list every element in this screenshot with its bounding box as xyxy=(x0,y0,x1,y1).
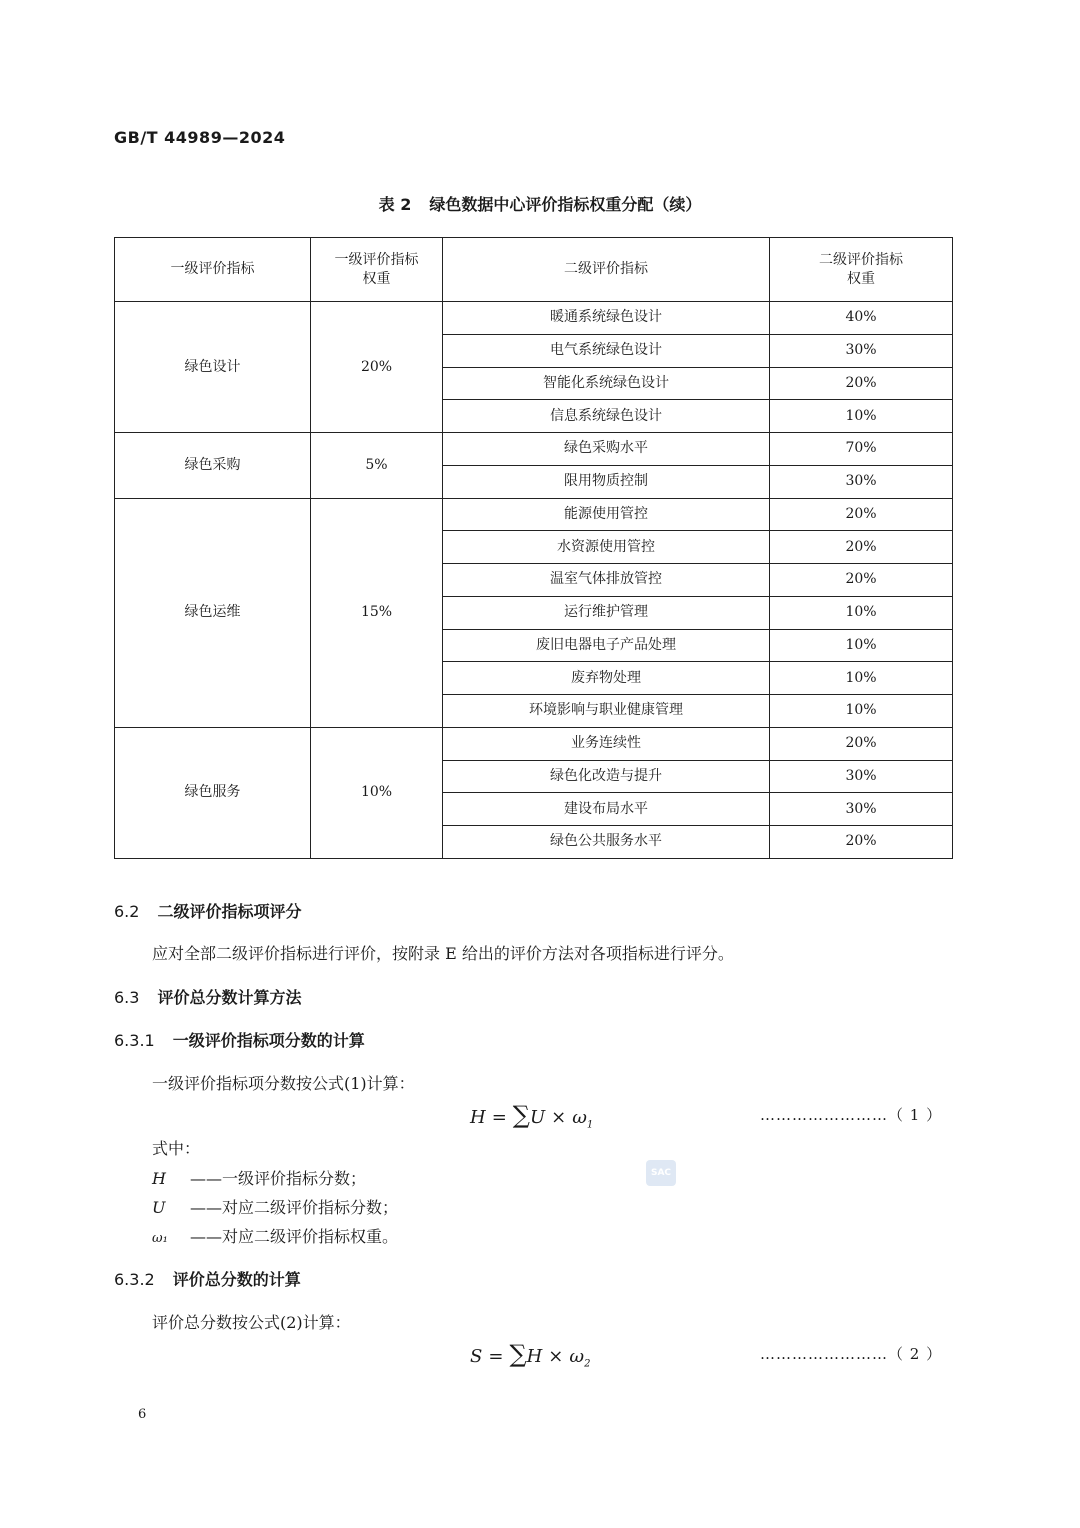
table-row xyxy=(115,727,953,760)
level2-indicator-cell: 绿色采购水平 xyxy=(443,433,770,466)
level2-weight-cell: 20% xyxy=(770,564,953,597)
equation-number-1: ……………………（ 1 ） xyxy=(760,1106,943,1124)
level2-weight-cell: 20% xyxy=(770,826,953,859)
section-title: 评价总分数的计算 xyxy=(172,1270,301,1289)
section-number: 6.2 xyxy=(114,902,140,921)
variable-definition: U ——对应二级评价指标分数； xyxy=(152,1198,399,1217)
level2-indicator-cell: 电气系统绿色设计 xyxy=(443,334,770,367)
level2-weight-cell: 10% xyxy=(770,695,953,728)
level2-weight-cell: 30% xyxy=(770,793,953,826)
level2-weight-cell: 30% xyxy=(770,334,953,367)
level1-indicator-cell: 绿色服务 xyxy=(115,727,311,858)
level2-indicator-cell: 废旧电器电子产品处理 xyxy=(443,629,770,662)
sac-watermark: SAC xyxy=(646,1160,676,1186)
formula-2: $S = \sum H \times \omega_2$ xyxy=(470,1340,591,1370)
variable-definition: ω₁ ——对应二级评价指标权重。 xyxy=(152,1227,399,1246)
equation-number-2: ……………………（ 2 ） xyxy=(760,1345,943,1363)
standard-number: GB/T 44989—2024 xyxy=(114,128,286,147)
page-number: 6 xyxy=(138,1407,147,1422)
level2-weight-cell: 20% xyxy=(770,367,953,400)
variable-definition: H ——一级评价指标分数； xyxy=(152,1169,367,1188)
level2-weight-cell: 10% xyxy=(770,400,953,433)
level2-indicator-cell: 能源使用管控 xyxy=(443,498,770,531)
level1-indicator-cell: 绿色运维 xyxy=(115,498,311,727)
section-6-3-heading xyxy=(114,985,301,1008)
level2-weight-cell: 30% xyxy=(770,760,953,793)
level2-indicator-cell: 水资源使用管控 xyxy=(443,531,770,564)
level2-weight-cell: 10% xyxy=(770,629,953,662)
level2-indicator-cell: 废弃物处理 xyxy=(443,662,770,695)
level2-indicator-cell: 环境影响与职业健康管理 xyxy=(443,695,770,728)
table-row xyxy=(115,433,953,466)
formula-1-intro: 一级评价指标项分数按公式(1)计算： xyxy=(152,1074,415,1093)
level1-weight-cell: 5% xyxy=(311,433,443,499)
table-row xyxy=(115,302,953,335)
level2-weight-cell: 10% xyxy=(770,662,953,695)
level2-indicator-cell: 运行维护管理 xyxy=(443,596,770,629)
section-6-3-2-heading xyxy=(114,1267,301,1290)
where-label: 式中： xyxy=(152,1139,201,1158)
header-level2-weight: 二级评价指标权重 xyxy=(770,238,953,302)
table-header-row xyxy=(115,238,953,302)
formula-2-intro: 评价总分数按公式(2)计算： xyxy=(152,1313,351,1332)
level2-indicator-cell: 绿色化改造与提升 xyxy=(443,760,770,793)
level2-weight-cell: 20% xyxy=(770,531,953,564)
table-number: 表 2 xyxy=(378,195,412,214)
level1-indicator-cell: 绿色采购 xyxy=(115,433,311,499)
level1-weight-cell: 15% xyxy=(311,498,443,727)
header-level1-weight: 一级评价指标权重 xyxy=(311,238,443,302)
level1-weight-cell: 20% xyxy=(311,302,443,433)
level2-indicator-cell: 限用物质控制 xyxy=(443,465,770,498)
section-6-2-heading xyxy=(114,899,301,922)
level2-indicator-cell: 绿色公共服务水平 xyxy=(443,826,770,859)
table-row xyxy=(115,498,953,531)
table-title xyxy=(0,192,1080,215)
level2-indicator-cell: 建设布局水平 xyxy=(443,793,770,826)
section-6-2-text: 应对全部二级评价指标进行评价，按附录 E 给出的评价方法对各项指标进行评分。 xyxy=(152,944,734,963)
weight-table xyxy=(114,237,953,859)
level2-indicator-cell: 温室气体排放管控 xyxy=(443,564,770,597)
section-title: 二级评价指标项评分 xyxy=(157,902,302,921)
level2-indicator-cell: 信息系统绿色设计 xyxy=(443,400,770,433)
level1-indicator-cell: 绿色设计 xyxy=(115,302,311,433)
section-title: 一级评价指标项分数的计算 xyxy=(172,1031,365,1050)
section-6-3-1-heading xyxy=(114,1028,365,1051)
level2-indicator-cell: 业务连续性 xyxy=(443,727,770,760)
level2-weight-cell: 20% xyxy=(770,498,953,531)
table-caption: 绿色数据中心评价指标权重分配（续） xyxy=(429,195,702,214)
header-level2-indicator: 二级评价指标 xyxy=(443,238,770,302)
section-number: 6.3.1 xyxy=(114,1031,155,1050)
formula-1: $H = \sum U \times \omega_1$ xyxy=(470,1101,594,1131)
level2-weight-cell: 30% xyxy=(770,465,953,498)
level2-weight-cell: 40% xyxy=(770,302,953,335)
header-level1-indicator: 一级评价指标 xyxy=(115,238,311,302)
section-title: 评价总分数计算方法 xyxy=(157,988,302,1007)
section-number: 6.3 xyxy=(114,988,140,1007)
level1-weight-cell: 10% xyxy=(311,727,443,858)
level2-indicator-cell: 暖通系统绿色设计 xyxy=(443,302,770,335)
level2-weight-cell: 20% xyxy=(770,727,953,760)
level2-indicator-cell: 智能化系统绿色设计 xyxy=(443,367,770,400)
level2-weight-cell: 70% xyxy=(770,433,953,466)
level2-weight-cell: 10% xyxy=(770,596,953,629)
section-number: 6.3.2 xyxy=(114,1270,155,1289)
